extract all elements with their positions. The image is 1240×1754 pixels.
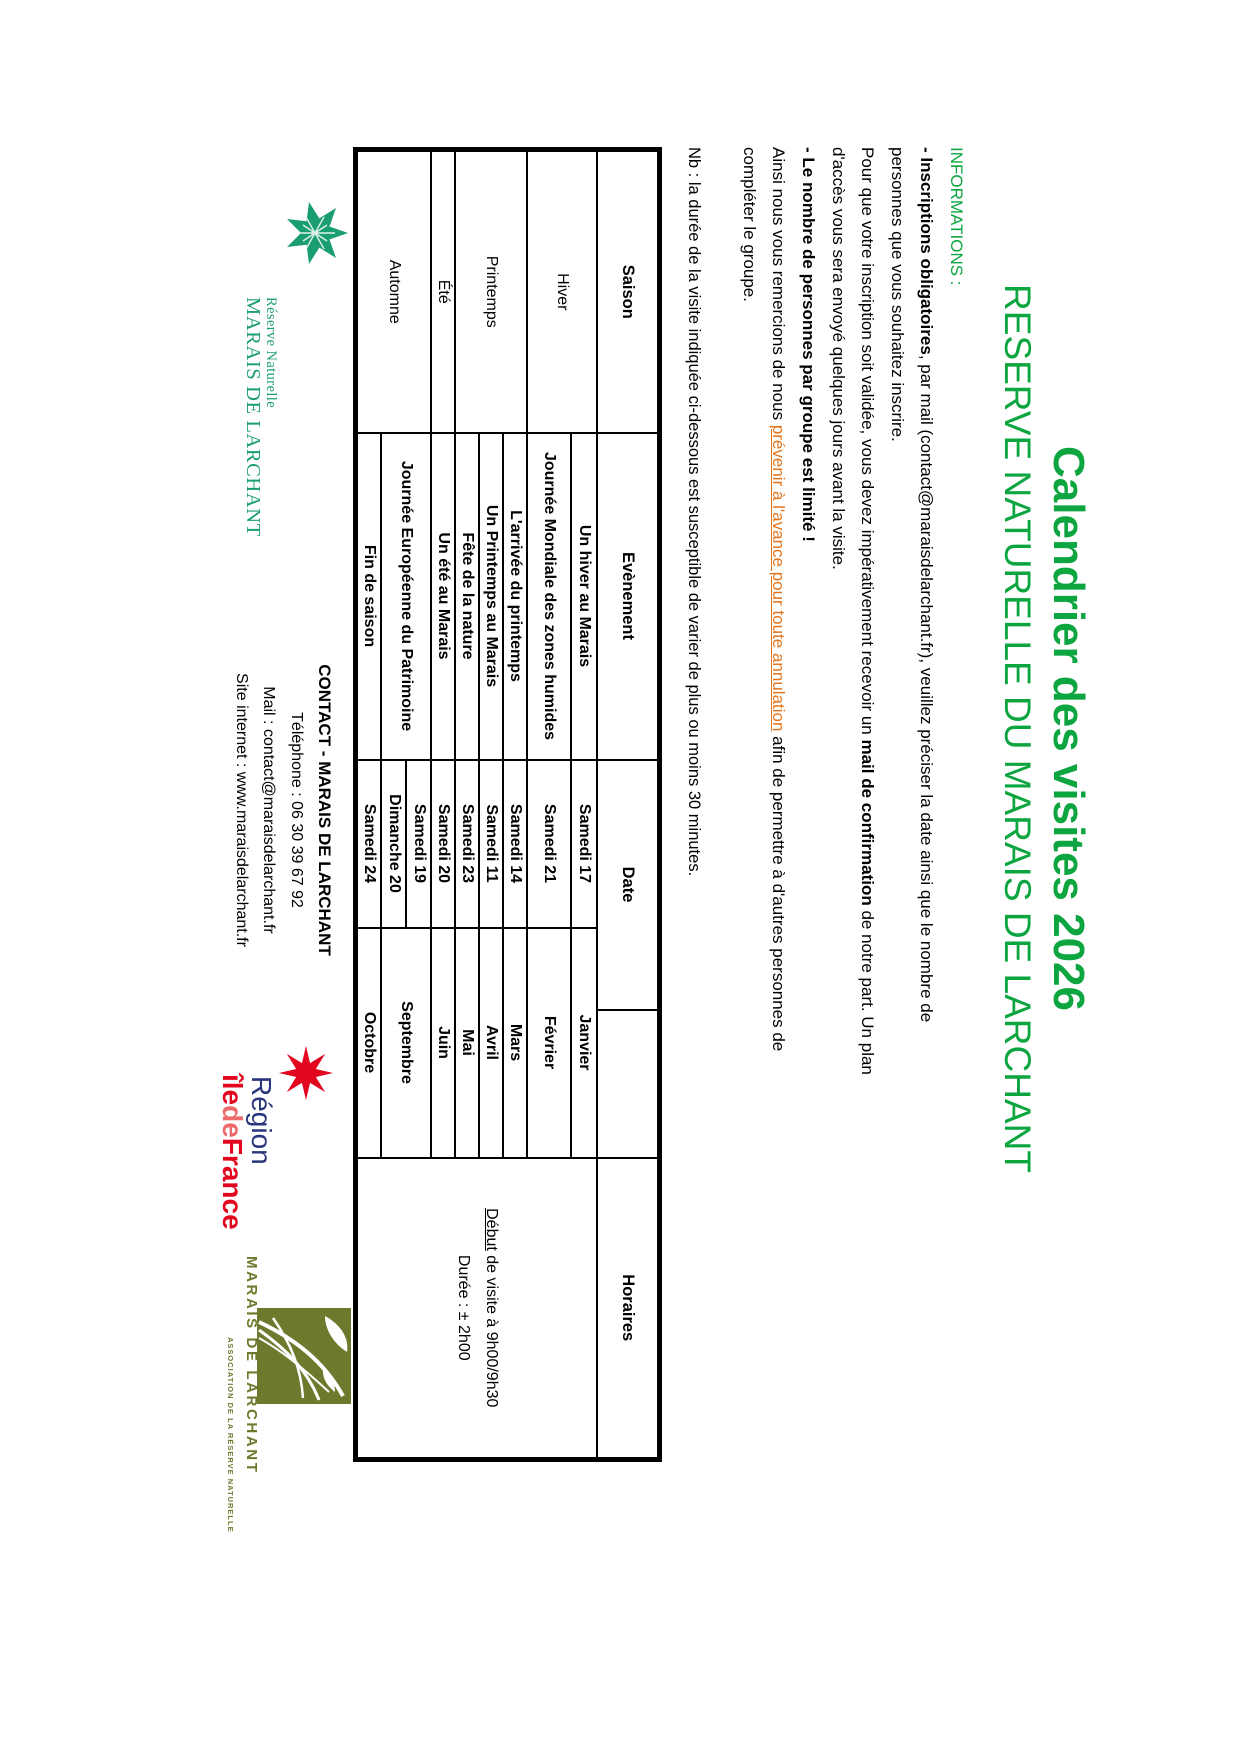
- reserve-logo-line1: Réserve Naturelle: [263, 297, 279, 409]
- contact-section: [228, 555, 339, 1065]
- info-line-6-pre: Ainsi nous vous remercions de nous: [769, 147, 789, 425]
- date-cell: Samedi 24: [356, 760, 382, 928]
- reserve-logo-text: [242, 297, 279, 537]
- header-date: Date: [598, 760, 660, 1010]
- reserve-logo-line2: MARAIS DE LARCHANT: [242, 297, 264, 537]
- table-row: [572, 150, 598, 1460]
- date-cell: Samedi 21: [528, 760, 572, 928]
- season-printemps: Printemps: [456, 150, 528, 433]
- contact-title: CONTACT - MARAIS DE LARCHANT: [315, 664, 334, 956]
- reserve-emblem-icon: [278, 192, 349, 274]
- idf-star-icon: [272, 1044, 335, 1102]
- header-saison: Saison: [598, 150, 660, 433]
- table-header-row: [598, 150, 660, 1460]
- month-cell: Octobre: [356, 928, 382, 1158]
- event-cell: Journée Mondiale des zones humides: [528, 433, 572, 760]
- page-subtitle: RESERVE NATURELLE DU MARAIS DE LARCHANT: [997, 284, 1038, 1173]
- info-line-1: [912, 147, 942, 1407]
- event-cell: Fête de la nature: [456, 433, 480, 760]
- month-cell: Janvier: [572, 928, 598, 1158]
- event-cell: Un Printemps au Marais: [480, 433, 504, 760]
- info-line-1-rest: , par mail (contact@maraisdelarchant.fr), veuillez préciser la date ainsi que le nombre de: [917, 354, 937, 1023]
- assoc-logo-name: MARAIS DE LARCHANT: [243, 1256, 260, 1475]
- horaires-debut: Début: [483, 1208, 501, 1251]
- date-cell: Samedi 23: [456, 760, 480, 928]
- header-horaires: Horaires: [598, 1158, 660, 1460]
- info-line-7: compléter le groupe.: [739, 147, 759, 302]
- info-line-5: - Le nombre de personnes par groupe est limité !: [799, 147, 819, 542]
- horaires-line-1-rest: de visite à 9h00/9h30: [483, 1250, 501, 1408]
- info-line-6-post: afin de permettre à d'autres personnes de: [769, 731, 789, 1052]
- nb-note: Nb : la durée de la visite indiquée ci-dessous est susceptible de varier de plus ou moins 30 minutes.: [685, 147, 703, 877]
- contact-mail: Mail : contact@maraisdelarchant.fr: [260, 686, 278, 934]
- date-cell: Samedi 19: [407, 760, 432, 928]
- idf-logo-iledefrance: [218, 1074, 247, 1230]
- info-line-2: personnes que vous souhaitez inscrire.: [887, 147, 907, 442]
- season-ete: Été: [432, 150, 456, 433]
- header-evenement: Evènement: [598, 433, 660, 760]
- horaires-cell: [356, 1158, 598, 1460]
- month-cell: Mai: [456, 928, 480, 1158]
- month-cell: Avril: [480, 928, 504, 1158]
- info-heading: INFORMATIONS :: [947, 147, 966, 286]
- date-cell: Samedi 14: [504, 760, 528, 928]
- horaires-line-2: Durée : ± 2h00: [455, 1254, 473, 1361]
- title-block: [996, 147, 1092, 1310]
- date-cell: Samedi 20: [432, 760, 456, 928]
- info-line-3-bold: mail de confirmation: [858, 739, 878, 906]
- header-date-empty: [598, 1010, 660, 1158]
- idf-ile: île: [217, 1074, 248, 1106]
- date-cell: Samedi 17: [572, 760, 598, 928]
- horaires-line-1: [477, 1161, 505, 1456]
- idf-logo-region: Région: [246, 1076, 277, 1165]
- event-cell: L'arrivée du printemps: [504, 433, 528, 760]
- info-line-4: d'accès vous sera envoyé quelques jours avant la visite.: [828, 147, 848, 570]
- page-title: Calendrier des visites 2026: [1044, 446, 1093, 1011]
- cancellation-link[interactable]: prévenir à l'avance pour toute annulation: [769, 424, 789, 732]
- contact-site: Site internet : www.maraisdelarchant.fr: [233, 673, 250, 947]
- info-section: [734, 147, 971, 1407]
- date-cell: Dimanche 20: [382, 760, 407, 928]
- assoc-reeds-icon: [252, 1308, 353, 1404]
- contact-phone: Téléphone : 06 30 39 67 92: [288, 712, 305, 908]
- date-cell: Samedi 11: [480, 760, 504, 928]
- event-cell: Journée Européenne du Patrimoine: [382, 433, 432, 760]
- info-line-1-bold: - Inscriptions obligatoires: [917, 147, 937, 355]
- month-cell: Juin: [432, 928, 456, 1158]
- event-cell: Un été au Marais: [432, 433, 456, 760]
- info-line-3: [853, 147, 883, 1407]
- info-line-3-pre: Pour que votre inscription soit validée, vous devez impérativement recevoir un: [858, 147, 878, 740]
- info-line-6: [764, 147, 794, 1407]
- month-cell: Mars: [504, 928, 528, 1158]
- calendar-table: [353, 147, 662, 1462]
- assoc-logo-subtitle: ASSOCIATION DE LA RÉSERVE NATURELLE: [226, 1337, 235, 1533]
- month-cell: Février: [528, 928, 572, 1158]
- idf-france: France: [217, 1137, 248, 1230]
- season-automne: Automne: [356, 150, 432, 433]
- event-cell: Fin de saison: [356, 433, 382, 760]
- event-cell: Un hiver au Marais: [572, 433, 598, 760]
- season-hiver: Hiver: [528, 150, 598, 433]
- month-cell: Septembre: [382, 928, 432, 1158]
- info-line-3-post: de notre part. Un plan: [858, 905, 878, 1075]
- idf-de: de: [217, 1105, 248, 1138]
